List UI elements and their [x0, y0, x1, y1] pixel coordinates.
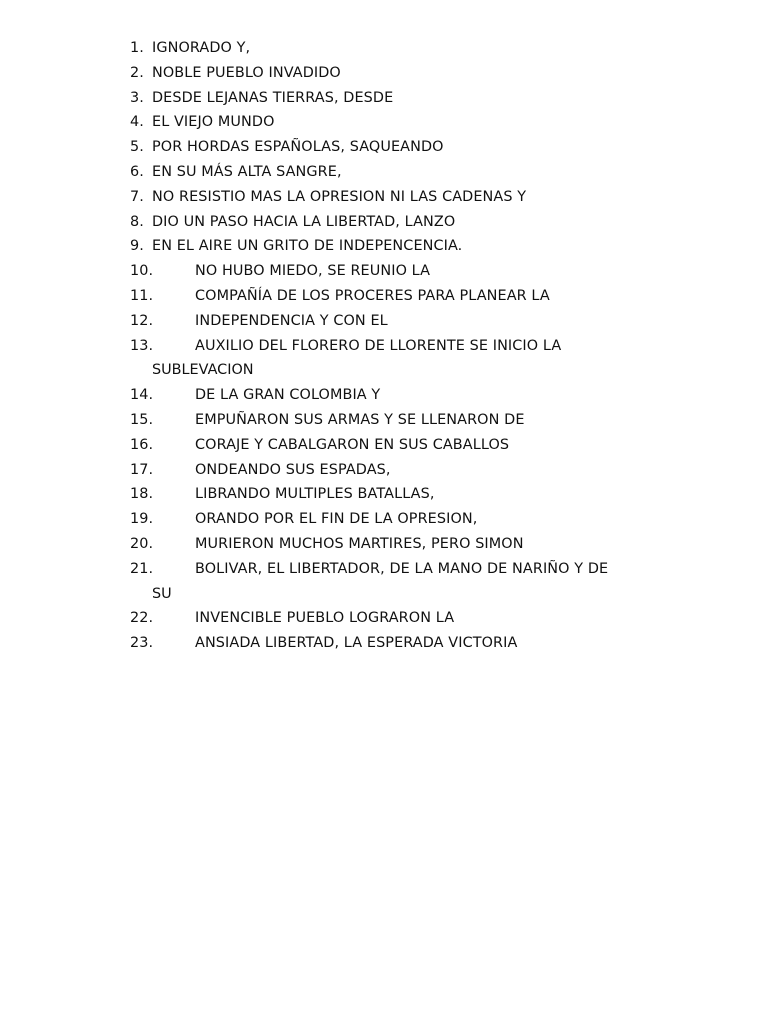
list-item-text: EMPUÑARON SUS ARMAS Y SE LLENARON DE	[195, 411, 525, 428]
list-item-number: 7.	[130, 188, 144, 205]
list-item-text: DESDE LEJANAS TIERRAS, DESDE	[152, 89, 394, 106]
list-item	[130, 433, 690, 458]
list-item-text: EN SU MÁS ALTA SANGRE,	[152, 163, 342, 180]
list-item-number: 23.	[130, 635, 154, 652]
list-item-text: NO HUBO MIEDO, SE REUNIO LA	[195, 263, 431, 280]
list-item-text: EL VIEJO MUNDO	[152, 114, 275, 131]
list-item	[130, 557, 690, 582]
list-item	[130, 458, 690, 483]
list-item	[130, 185, 690, 210]
list-item-number: 9.	[130, 238, 144, 255]
numbered-list	[130, 36, 690, 656]
list-item	[130, 61, 690, 86]
list-item	[130, 259, 690, 284]
list-item-text: INVENCIBLE PUEBLO LOGRARON LA	[195, 610, 455, 627]
list-item-text: NOBLE PUEBLO INVADIDO	[152, 64, 341, 81]
list-item	[130, 383, 690, 408]
list-item-text: BOLIVAR, EL LIBERTADOR, DE LA MANO DE NARIÑO Y DE	[195, 560, 609, 577]
list-item-number: 19.	[130, 511, 154, 528]
list-item-text: INDEPENDENCIA Y CON EL	[195, 312, 388, 329]
list-item-number: 14.	[130, 387, 154, 404]
list-item	[130, 606, 690, 631]
list-item	[130, 36, 690, 61]
list-item	[130, 309, 690, 334]
list-item-text: IGNORADO Y,	[152, 40, 251, 56]
list-item-number: 5.	[130, 139, 144, 156]
list-item-continuation: SU	[152, 585, 172, 602]
list-item-number: 11.	[130, 287, 154, 304]
list-item-text: DE LA GRAN COLOMBIA Y	[195, 387, 381, 404]
list-item-number: 16.	[130, 436, 154, 453]
list-item	[130, 234, 690, 259]
list-item-text: EN EL AIRE UN GRITO DE INDEPENCENCIA.	[152, 238, 463, 255]
list-item	[130, 135, 690, 160]
list-item-number: 13.	[130, 337, 154, 354]
list-item-continuation: SUBLEVACION	[152, 362, 254, 379]
list-item-number: 1.	[130, 40, 144, 56]
list-item	[130, 210, 690, 235]
list-item-number: 18.	[130, 486, 154, 503]
list-item	[130, 532, 690, 557]
list-item-text: ANSIADA LIBERTAD, LA ESPERADA VICTORIA	[195, 635, 518, 652]
list-item-number: 2.	[130, 64, 144, 81]
list-item-text: NO RESISTIO MAS LA OPRESION NI LAS CADENAS Y	[152, 188, 527, 205]
list-item-text: CORAJE Y CABALGARON EN SUS CABALLOS	[195, 436, 510, 453]
list-item-number: 6.	[130, 163, 144, 180]
list-item-number: 12.	[130, 312, 154, 329]
list-item-text: AUXILIO DEL FLORERO DE LLORENTE SE INICIO LA	[195, 337, 562, 354]
list-item-text: DIO UN PASO HACIA LA LIBERTAD, LANZO	[152, 213, 456, 230]
list-item-text: COMPAÑÍA DE LOS PROCERES PARA PLANEAR LA	[195, 287, 550, 304]
list-item-number: 20.	[130, 535, 154, 552]
list-item	[130, 284, 690, 309]
list-item-number: 21.	[130, 560, 154, 577]
list-item-number: 15.	[130, 411, 154, 428]
list-item-text: MURIERON MUCHOS MARTIRES, PERO SIMON	[195, 535, 524, 552]
list-item-text: LIBRANDO MULTIPLES BATALLAS,	[195, 486, 435, 503]
list-item	[130, 631, 690, 656]
list-item-number: 8.	[130, 213, 144, 230]
list-item	[130, 110, 690, 135]
list-item-number: 17.	[130, 461, 154, 478]
list-item	[130, 482, 690, 507]
list-item	[130, 408, 690, 433]
list-item-number: 4.	[130, 114, 144, 131]
list-item-number: 10.	[130, 263, 154, 280]
list-item	[130, 334, 690, 359]
list-item	[130, 160, 690, 185]
list-item-text: ORANDO POR EL FIN DE LA OPRESION,	[195, 511, 478, 528]
list-item-text: POR HORDAS ESPAÑOLAS, SAQUEANDO	[152, 139, 444, 156]
list-item-text: ONDEANDO SUS ESPADAS,	[195, 461, 391, 478]
list-item	[130, 86, 690, 111]
list-item-number: 22.	[130, 610, 154, 627]
list-item-number: 3.	[130, 89, 144, 106]
list-item	[130, 507, 690, 532]
